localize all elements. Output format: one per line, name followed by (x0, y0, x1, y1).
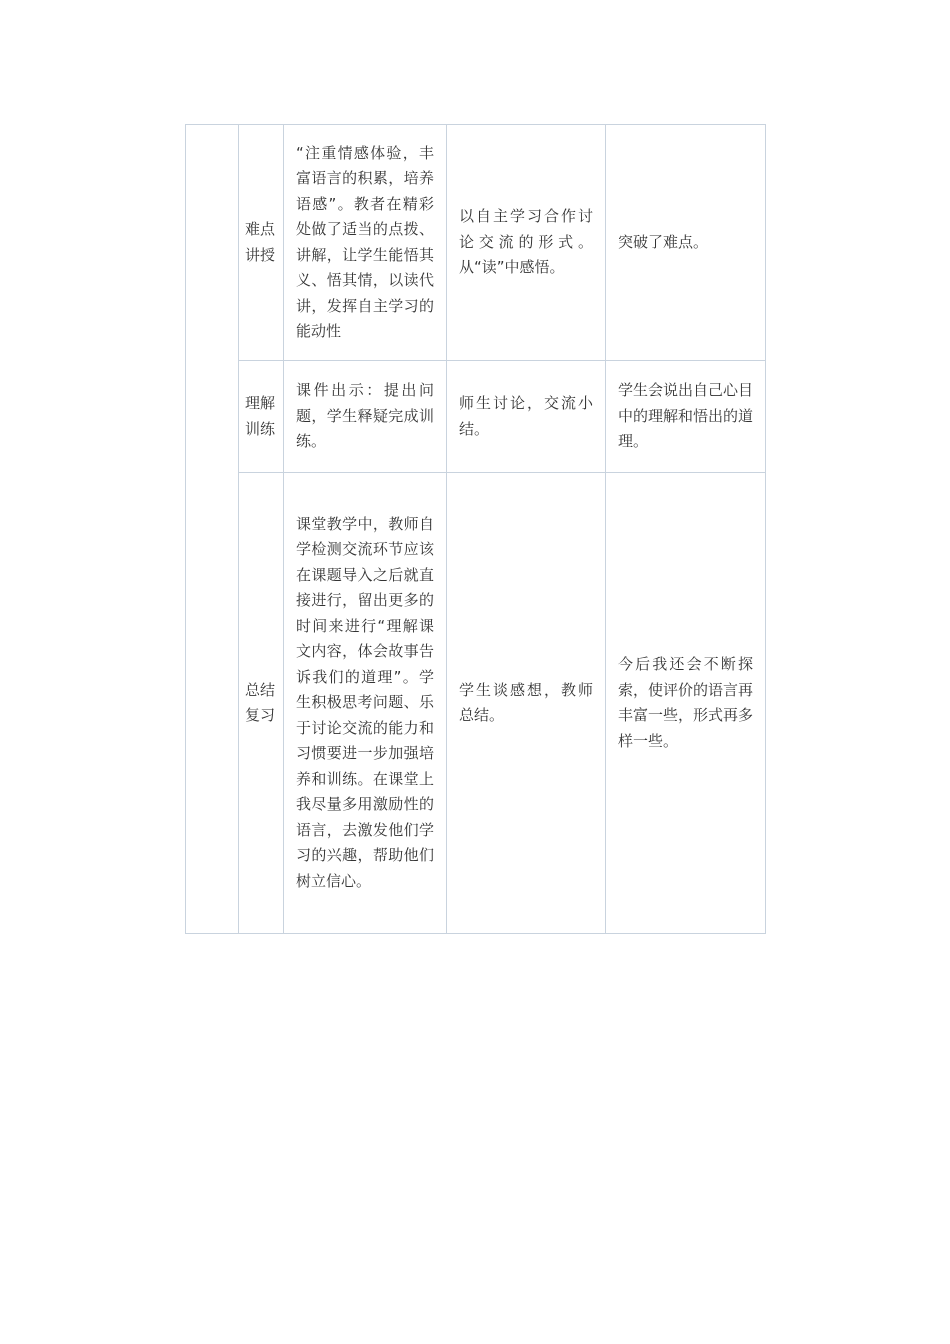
design-intent-cell (606, 125, 766, 361)
stage-label: 难点讲授 (245, 220, 276, 264)
design-intent-text: 突破了难点。 (618, 232, 709, 251)
teacher-activity-cell (284, 361, 447, 473)
design-intent-text: 学生会说出自己心目中的理解和悟出的道理。 (618, 381, 754, 451)
stage-cell (239, 125, 284, 361)
student-activity-cell (447, 125, 606, 361)
student-activity-text: 师生讨论，交流小结。 (459, 394, 593, 438)
design-intent-cell (606, 473, 766, 934)
student-activity-cell (447, 473, 606, 934)
stage-cell (239, 361, 284, 473)
student-activity-text: 以自主学习合作讨论交流的形式。从“读”中感悟。 (459, 207, 593, 277)
teacher-activity-text: 课堂教学中，教师自学检测交流环节应该在课题导入之后就直接进行，留出更多的时间来进行“理解课文内容，体会故事告诉我们的道理”。学生积极思考问题、乐于讨论交流的能力和习惯要进一步加强培养和训练。在课堂上我尽量多用激励性的语言，去激发他们学习的兴趣，帮助他们树立信心。 (296, 514, 434, 890)
design-intent-cell (606, 361, 766, 473)
merged-blank-cell (186, 125, 239, 934)
teacher-activity-cell (284, 125, 447, 361)
stage-label: 总结复习 (245, 680, 276, 724)
table-row (186, 361, 766, 473)
teacher-activity-text: 课件出示：提出问题，学生释疑完成训练。 (296, 381, 434, 451)
student-activity-cell (447, 361, 606, 473)
teacher-activity-cell (284, 473, 447, 934)
table-row (186, 125, 766, 361)
stage-cell (239, 473, 284, 934)
teacher-activity-text: “注重情感体验，丰富语言的积累，培养语感”。教者在精彩处做了适当的点拨、讲解，让学生能悟其义、悟其情，以读代讲，发挥自主学习的能动性 (296, 143, 434, 340)
lesson-plan-table (185, 124, 766, 934)
design-intent-text: 今后我还会不断探索，使评价的语言再丰富一些，形式再多样一些。 (618, 655, 754, 750)
stage-label: 理解训练 (245, 394, 276, 438)
table-row (186, 473, 766, 934)
student-activity-text: 学生谈感想，教师总结。 (459, 680, 593, 724)
